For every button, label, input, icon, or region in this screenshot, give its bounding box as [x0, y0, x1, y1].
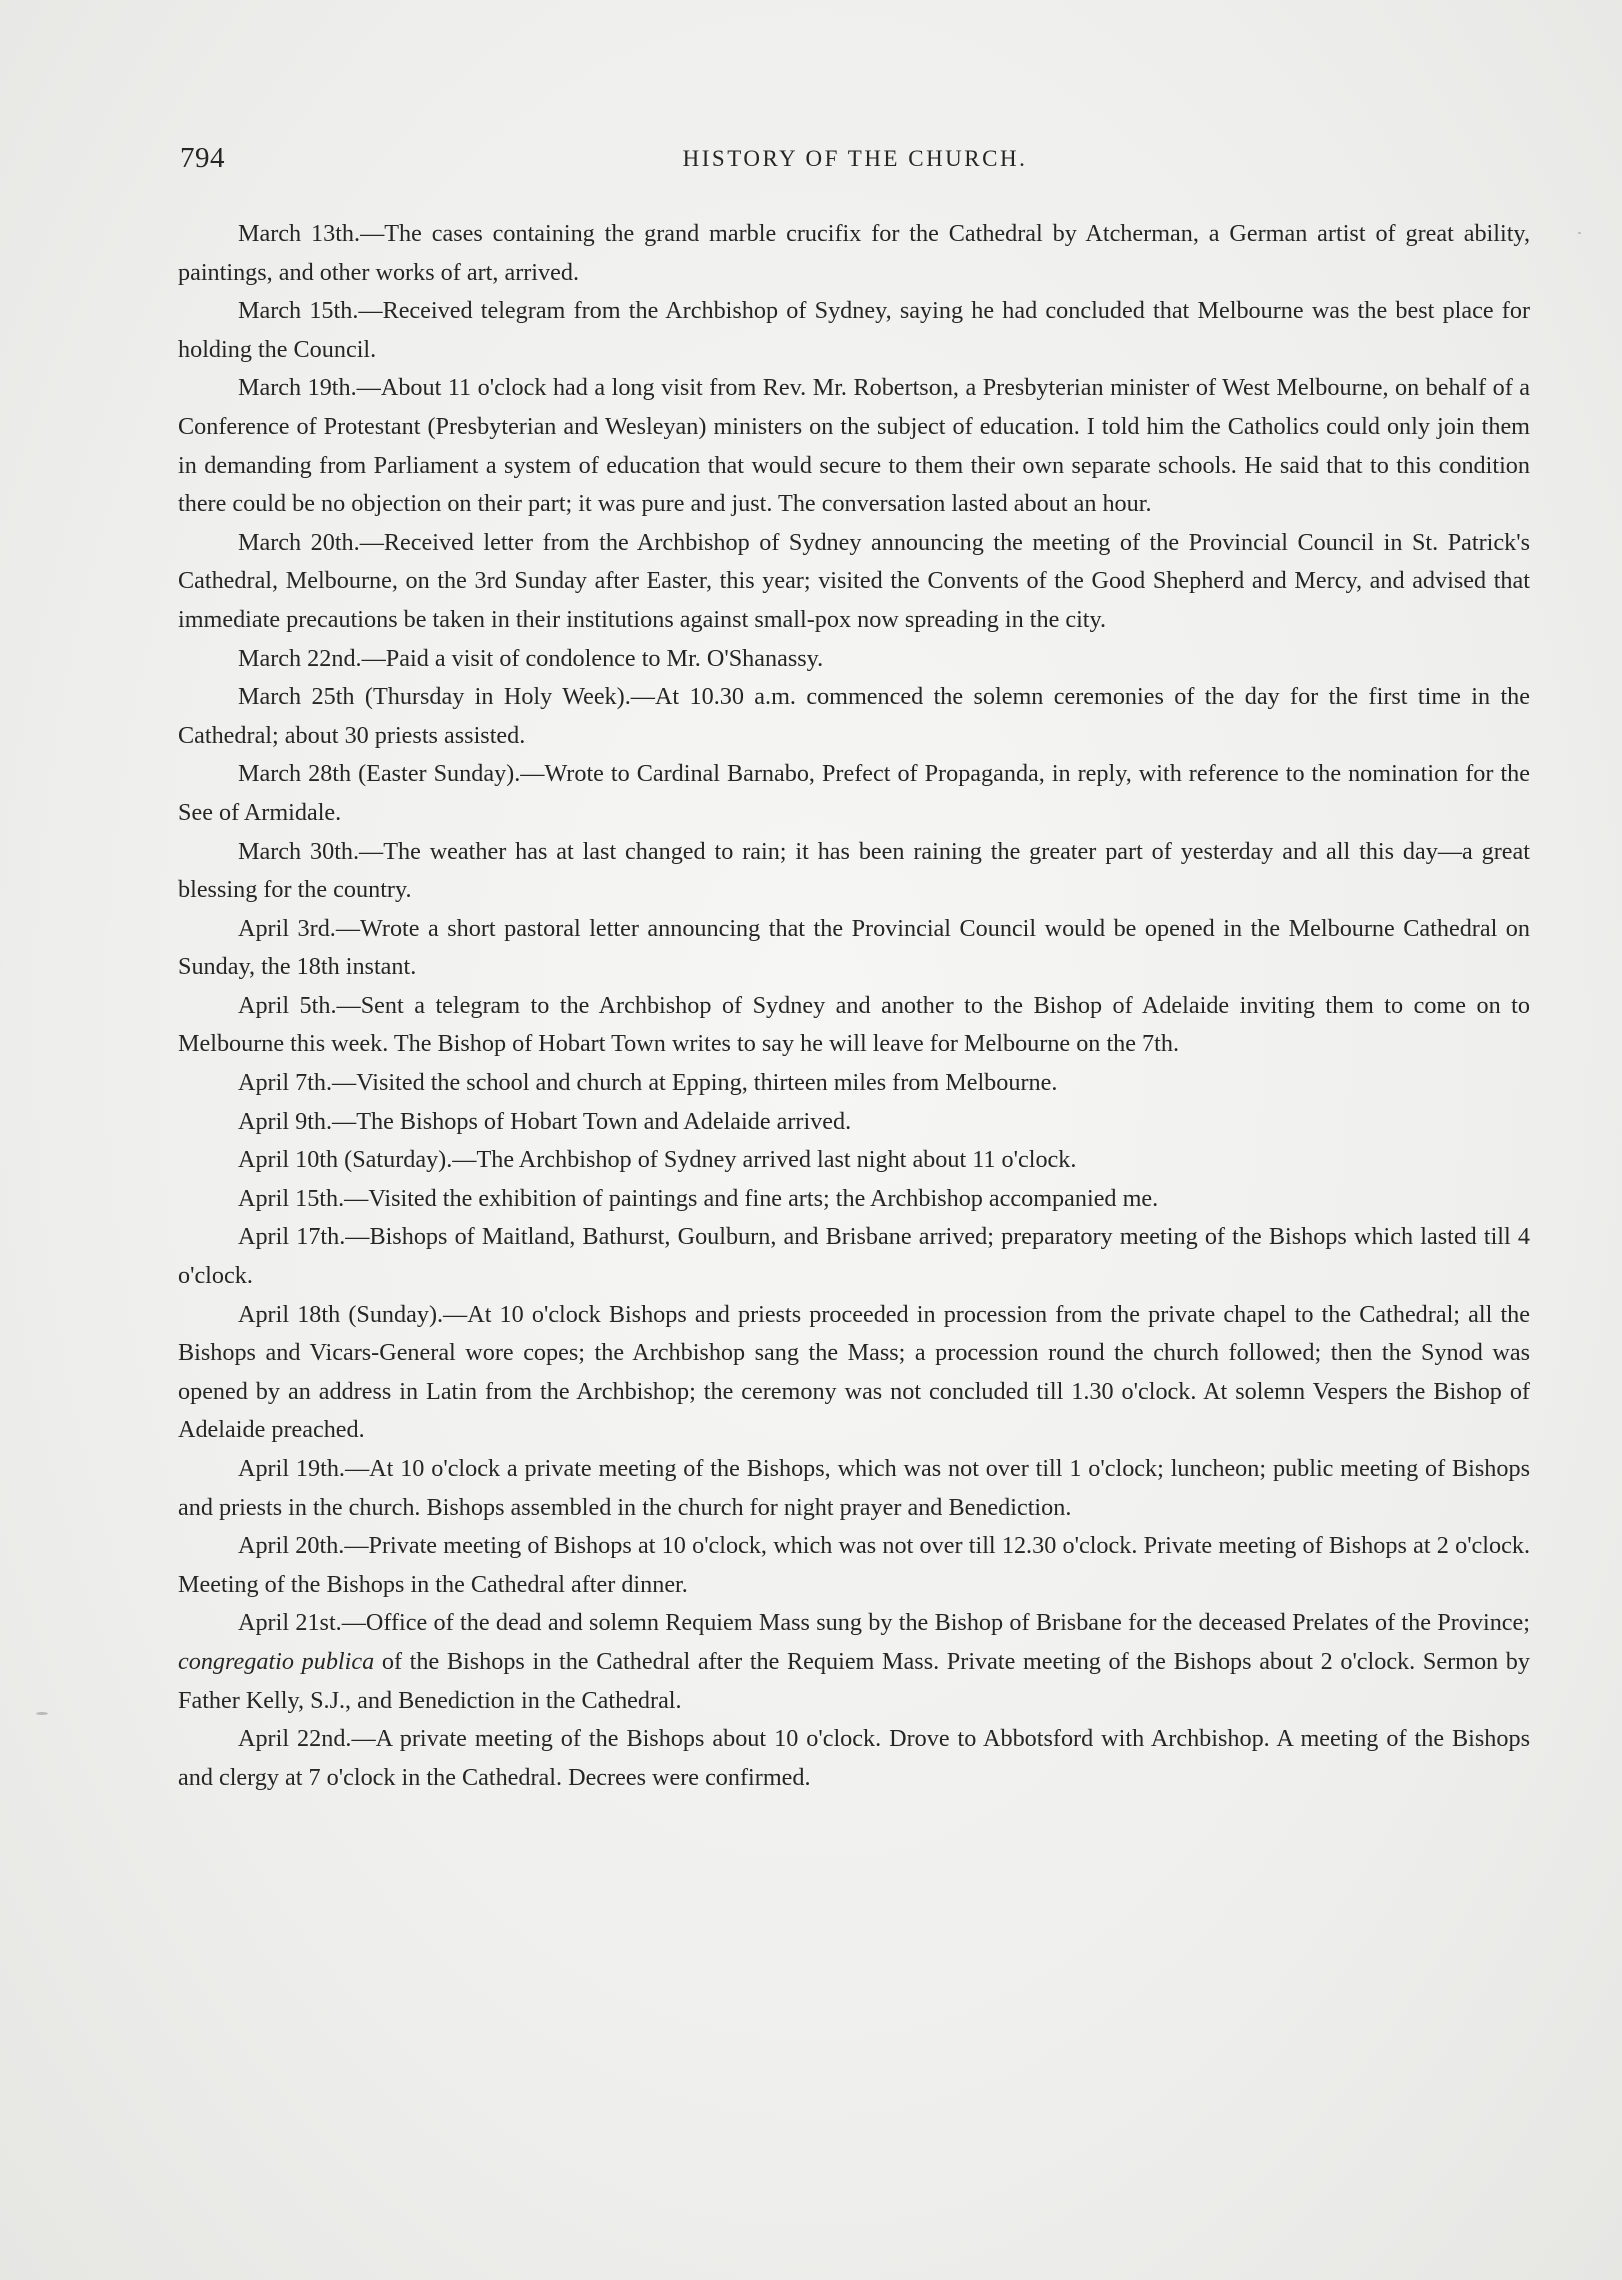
diary-entry: March 15th.—Received telegram from the Archbishop of Sydney, saying he had concluded that Melbourne was the best place for holding the Council.: [178, 297, 1530, 363]
diary-entry: March 30th.—The weather has at last changed to rain; it has been raining the greater part of yesterday and all this day—a great blessing for the country.: [178, 837, 1530, 904]
diary-entry: April 20th.—Private meeting of Bishops at 10 o'clock, which was not over till 12.30 o'clock. Private meeting of Bishops at 2 o'clock. Meeting of the Bishops in the Cathedral after dinner.: [178, 1532, 1530, 1598]
diary-entry: April 7th.—Visited the school and church at Epping, thirteen miles from Melbourne.: [238, 1069, 1058, 1097]
page-number: 794: [180, 142, 225, 174]
page-header: [180, 142, 1530, 182]
running-head: HISTORY OF THE CHURCH.: [682, 146, 1028, 171]
entry-text: of the Bishops in the Cathedral after the Requiem Mass. Private meeting of the Bishops about 2 o'clock. Sermon by Father Kelly, S.J., and Benediction in the Cathedral.: [178, 1647, 1530, 1714]
diary-entry: April 15th.—Visited the exhibition of paintings and fine arts; the Archbishop accompanied me.: [238, 1184, 1159, 1212]
diary-entries: [178, 215, 1530, 1797]
diary-entry: April 3rd.—Wrote a short pastoral letter announcing that the Provincial Council would be opened in the Melbourne Cathedral on Sunday, the 18th instant.: [178, 914, 1530, 981]
paper-speck: [36, 1712, 48, 1715]
paper-speck: [1578, 232, 1581, 234]
diary-entry: April 19th.—At 10 o'clock a private meeting of the Bishops, which was not over till 1 o'clock; luncheon; public meeting of Bishops and priests in the church. Bishops assembled in the church for night prayer and Benediction.: [178, 1455, 1530, 1521]
diary-entry: March 28th (Easter Sunday).—Wrote to Cardinal Barnabo, Prefect of Propaganda, in reply, with reference to the nomination for the See of Armidale.: [178, 760, 1530, 826]
diary-entry: March 22nd.—Paid a visit of condolence to Mr. O'Shanassy.: [238, 644, 824, 672]
diary-entry: March 13th.—The cases containing the grand marble crucifix for the Cathedral by Atcherman, a German artist of great ability, paintings, and other works of art, arrived.: [178, 220, 1530, 286]
diary-entry: [178, 1604, 1530, 1720]
diary-entry: April 18th (Sunday).—At 10 o'clock Bishops and priests proceeded in procession from the private chapel to the Cathedral; all the Bishops and Vicars-General wore copes; the Archbishop sang the Mass; a procession round the church followed; then the Synod was opened by an address in Latin from the Archbishop; the ceremony was not concluded till 1.30 o'clock. At solemn Vespers the Bishop of Adelaide preached.: [178, 1300, 1530, 1444]
diary-entry: April 5th.—Sent a telegram to the Archbishop of Sydney and another to the Bishop of Adelaide inviting them to come on to Melbourne this week. The Bishop of Hobart Town writes to say he will leave for Melbourne on the 7th.: [178, 991, 1530, 1058]
diary-entry: April 9th.—The Bishops of Hobart Town and Adelaide arrived.: [238, 1107, 852, 1135]
diary-entry: March 19th.—About 11 o'clock had a long visit from Rev. Mr. Robertson, a Presbyterian minister of West Melbourne, on behalf of a Conference of Protestant (Presbyterian and Wesleyan) ministers on the subject of education. I told him the Catholics could only join them in demanding from Parliament a system of education that would secure to them their own separate schools. He said that to this condition there could be no objection on their part; it was pure and just. The conversation lasted about an hour.: [178, 374, 1530, 518]
entry-text: April 21st.—Office of the dead and solemn Requiem Mass sung by the Bishop of Brisbane for the deceased Prelates of the Province;: [238, 1609, 1530, 1637]
diary-entry: April 10th (Saturday).—The Archbishop of Sydney arrived last night about 11 o'clock.: [238, 1146, 1077, 1174]
diary-entry: March 25th (Thursday in Holy Week).—At 10.30 a.m. commenced the solemn ceremonies of the day for the first time in the Cathedral; about 30 priests assisted.: [178, 683, 1530, 749]
latin-phrase: congregatio publica: [178, 1647, 375, 1675]
diary-entry: April 22nd.—A private meeting of the Bishops about 10 o'clock. Drove to Abbotsford with Archbishop. A meeting of the Bishops and clergy at 7 o'clock in the Cathedral. Decrees were confirmed.: [178, 1725, 1530, 1791]
diary-entry: March 20th.—Received letter from the Archbishop of Sydney announcing the meeting of the Provincial Council in St. Patrick's Cathedral, Melbourne, on the 3rd Sunday after Easter, this year; visited the Convents of the Good Shepherd and Mercy, and advised that immediate precautions be taken in their institutions against small-pox now spreading in the city.: [178, 528, 1530, 633]
diary-entry: April 17th.—Bishops of Maitland, Bathurst, Goulburn, and Brisbane arrived; preparatory meeting of the Bishops which lasted till 4 o'clock.: [178, 1223, 1530, 1290]
